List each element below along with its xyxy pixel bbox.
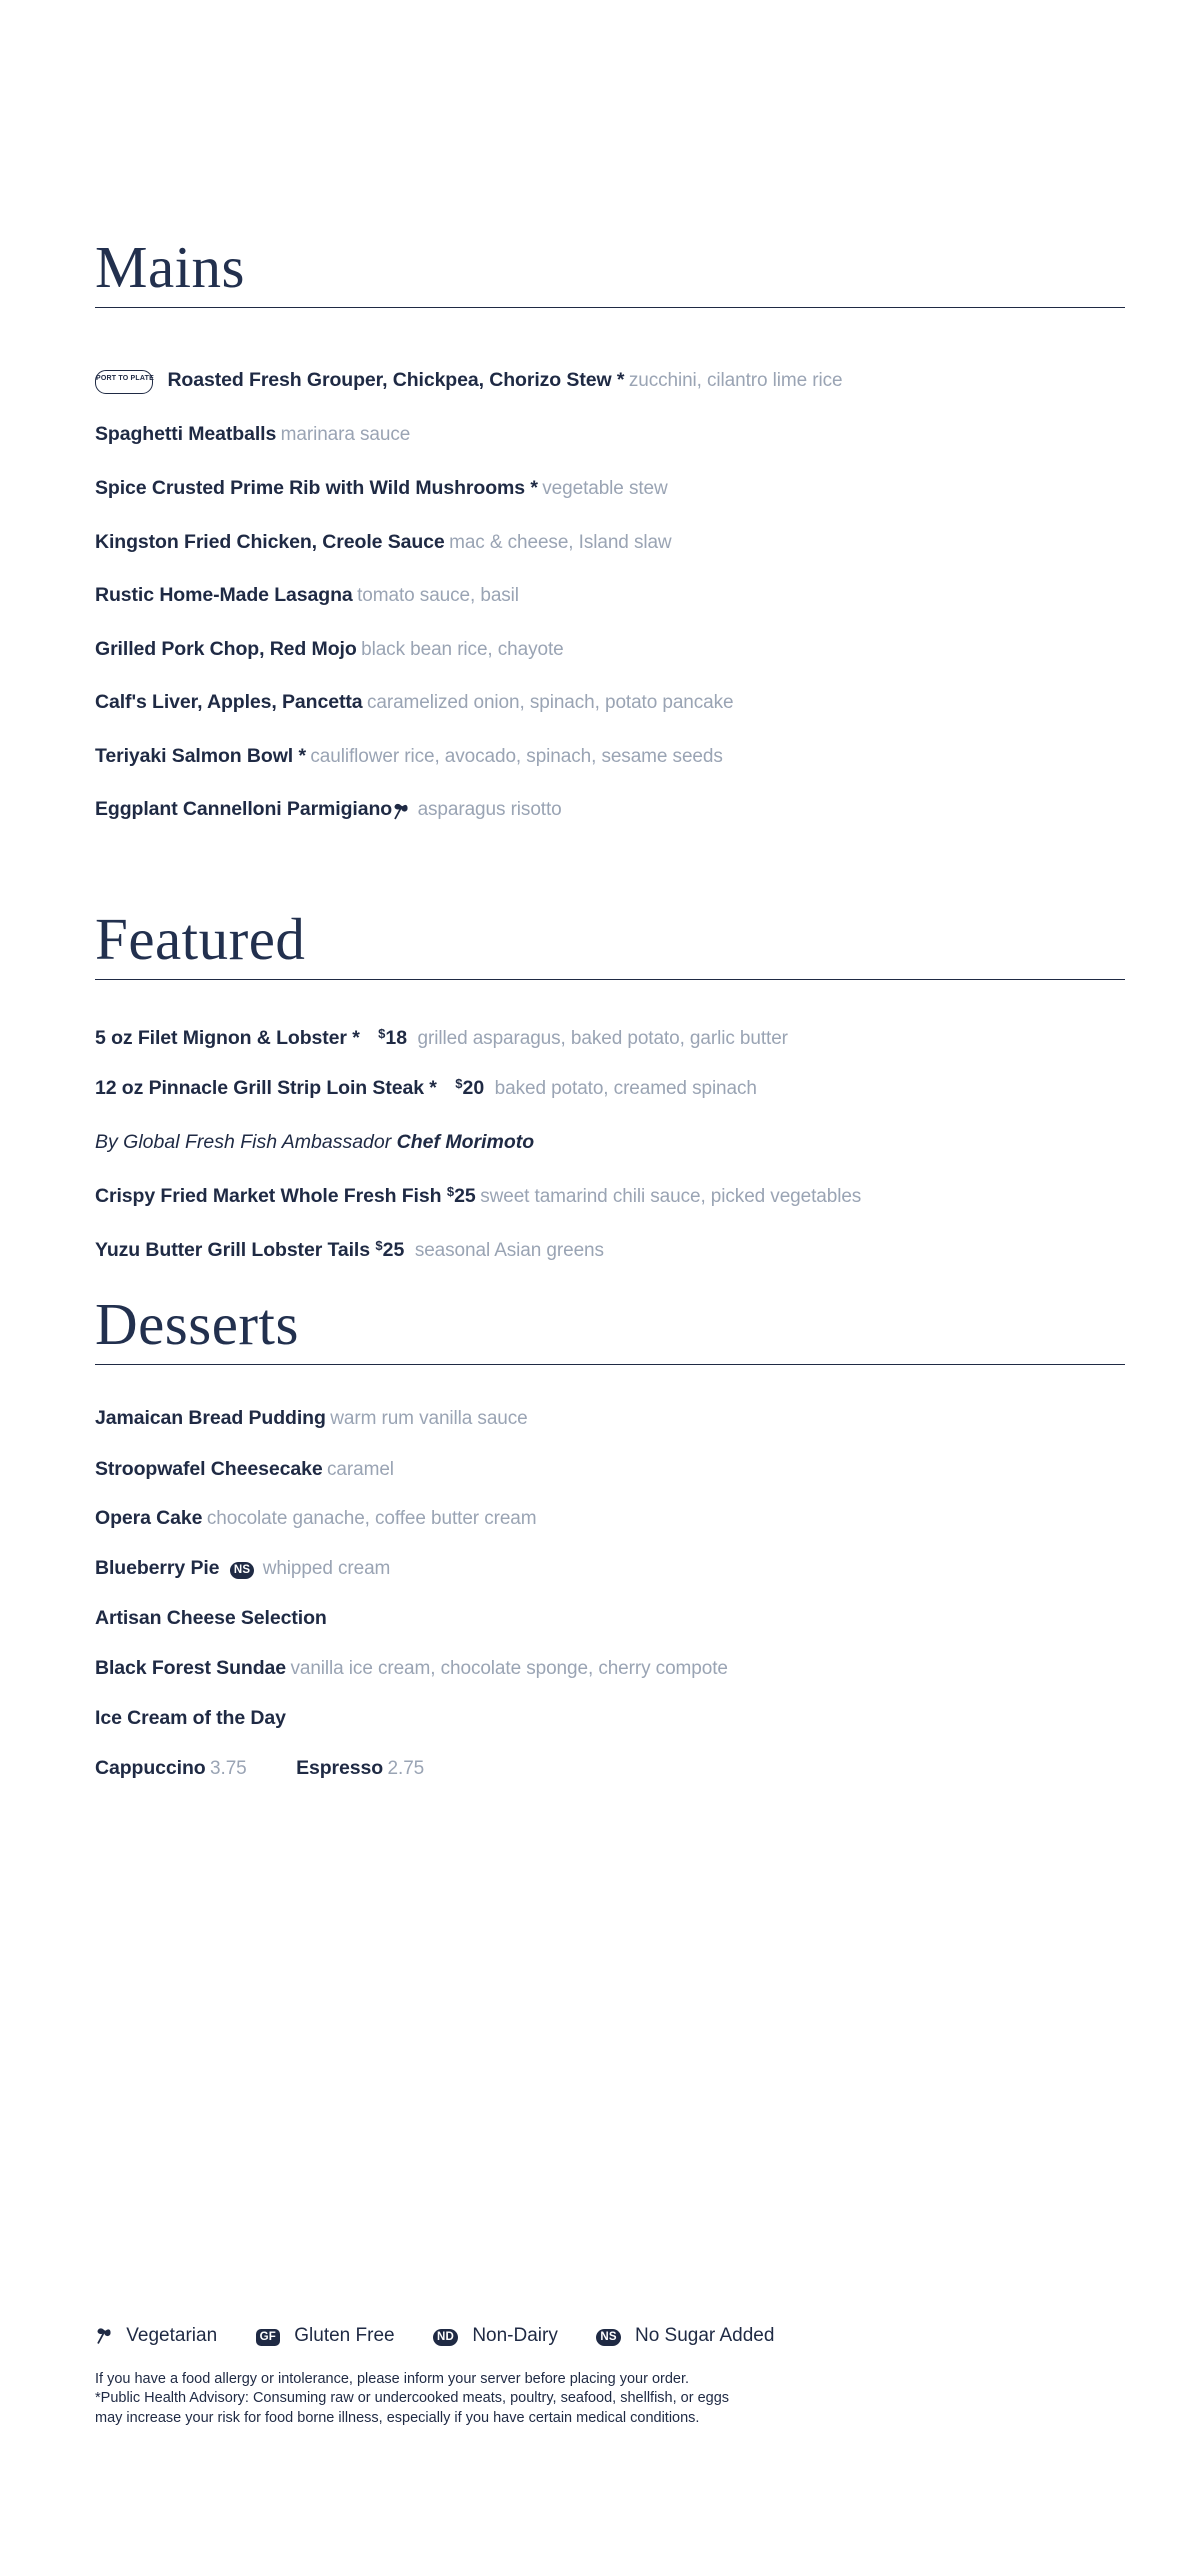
vegetarian-icon: [95, 2324, 112, 2348]
menu-item-row: [95, 479, 1125, 499]
menu-item-row: [95, 1409, 1125, 1429]
item-name: Black Forest Sundae: [95, 1657, 286, 1679]
legend: [95, 2324, 1125, 2348]
item-price: [441, 1185, 475, 1207]
item-description: chocolate ganache, coffee butter cream: [206, 1508, 537, 1529]
item-description: caramel: [327, 1459, 394, 1480]
item-name: Jamaican Bread Pudding: [95, 1407, 326, 1429]
item-price: [378, 1027, 407, 1049]
section-title-featured: Featured: [95, 906, 306, 972]
item-name: Ice Cream of the Day: [95, 1707, 286, 1729]
menu-item-row: [95, 747, 1125, 767]
menu-item-row: [95, 370, 1125, 394]
item-description: warm rum vanilla sauce: [330, 1408, 528, 1429]
item-description: caramelized onion, spinach, potato pancake: [366, 692, 734, 713]
item-name: Spaghetti Meatballs: [95, 423, 277, 445]
raw-item-asterisk: *: [423, 1077, 437, 1099]
section-divider: [95, 979, 1125, 980]
item-description: cauliflower rice, avocado, spinach, sesame seeds: [310, 746, 723, 767]
menu-item-row: [95, 533, 1125, 553]
item-description: vegetable stew: [542, 478, 668, 499]
item-name: Artisan Cheese Selection: [95, 1607, 327, 1629]
section-mains: [95, 234, 1125, 308]
price-value: 25: [454, 1185, 476, 1207]
allergy-notice: If you have a food allergy or intolerance, please inform your server before placing your order.: [95, 2371, 690, 2387]
item-name: Eggplant Cannelloni Parmigiano: [95, 798, 393, 820]
section-divider: [95, 307, 1125, 308]
no-sugar-added-icon: NS: [230, 1562, 254, 1579]
item-description: mac & cheese, Island slaw: [449, 532, 672, 553]
currency-symbol: $: [378, 1026, 386, 1041]
public-health-advisory-line-2: may increase your risk for food borne illness, especially if you have certain medical conditions.: [95, 2409, 700, 2426]
legend-label: Gluten Free: [294, 2324, 395, 2346]
menu-item-row: [95, 586, 1125, 606]
section-divider: [95, 1364, 1125, 1365]
currency-symbol: $: [446, 1184, 455, 1199]
gluten-free-icon: GF: [256, 2329, 280, 2346]
item-description: black bean rice, chayote: [361, 639, 564, 660]
item-description: seasonal Asian greens: [414, 1240, 604, 1261]
raw-item-asterisk: *: [611, 369, 625, 392]
menu-item-row: [95, 1609, 1125, 1629]
port-to-plate-icon-label: PORT TO PLATE: [96, 375, 154, 382]
chef-byline: [95, 1131, 1125, 1154]
legend-item-no-sugar-added: [596, 2325, 774, 2347]
item-name: Rustic Home-Made Lasagna: [95, 584, 353, 606]
item-description: tomato sauce, basil: [357, 585, 519, 606]
menu-item-row: [95, 1509, 1125, 1529]
item-description: asparagus risotto: [417, 799, 562, 820]
menu-item-row: [95, 1559, 1125, 1579]
section-title-mains: Mains: [95, 234, 245, 300]
footnotes: [95, 2370, 1095, 2428]
item-price: [455, 1077, 484, 1099]
menu-item-row: [95, 1460, 1125, 1480]
price-value: 18: [385, 1027, 408, 1049]
item-description: baked potato, creamed spinach: [494, 1078, 757, 1099]
legend-label: Non-Dairy: [472, 2324, 558, 2346]
price-value: 25: [382, 1239, 405, 1261]
item-name: Calf's Liver, Apples, Pancetta: [95, 691, 363, 713]
currency-symbol: $: [455, 1076, 463, 1091]
non-dairy-icon: ND: [433, 2329, 458, 2346]
menu-item-row: [95, 640, 1125, 660]
legend-label: No Sugar Added: [634, 2324, 775, 2346]
item-name: Grilled Pork Chop, Red Mojo: [95, 638, 357, 660]
item-name: Cappuccino: [95, 1757, 206, 1779]
port-to-plate-icon: [95, 370, 153, 394]
section-desserts: [95, 1291, 1125, 1365]
byline-prefix: By Global Fresh Fish Ambassador: [95, 1131, 397, 1153]
menu-item-row: [95, 693, 1125, 713]
menu-item-row: [95, 1077, 1125, 1099]
item-price-secondary: 2.75: [387, 1758, 425, 1779]
legend-item-non-dairy: [433, 2325, 558, 2347]
legend-label: Vegetarian: [126, 2325, 218, 2346]
vegetarian-icon: [392, 800, 409, 821]
item-name: Stroopwafel Cheesecake: [95, 1458, 323, 1480]
item-description: marinara sauce: [280, 424, 411, 445]
item-name: Spice Crusted Prime Rib with Wild Mushrooms: [95, 477, 525, 499]
menu-item-row: [95, 425, 1125, 445]
menu-item-row: [95, 1239, 1125, 1261]
item-name: 5 oz Filet Mignon & Lobster: [95, 1027, 347, 1049]
currency-symbol: $: [375, 1238, 383, 1253]
item-name: Roasted Fresh Grouper, Chickpea, Chorizo Stew: [167, 369, 612, 392]
item-name-secondary: Espresso: [296, 1757, 384, 1779]
public-health-advisory-line-1: *Public Health Advisory: Consuming raw or undercooked meats, poultry, seafood, shellfish, or eggs: [95, 2390, 730, 2407]
item-name: Yuzu Butter Grill Lobster Tails: [95, 1239, 370, 1261]
byline-chef-name: Chef Morimoto: [396, 1131, 535, 1153]
legend-item-vegetarian: [95, 2324, 217, 2348]
item-description: whipped cream: [262, 1558, 391, 1579]
item-description: vanilla ice cream, chocolate sponge, cherry compote: [290, 1658, 728, 1679]
no-sugar-added-icon: NS: [596, 2329, 620, 2346]
item-description: grilled asparagus, baked potato, garlic butter: [417, 1028, 788, 1049]
section-title-desserts: Desserts: [95, 1291, 299, 1357]
item-price: [370, 1239, 404, 1261]
menu-item-row: [95, 800, 1125, 821]
item-name: Opera Cake: [95, 1507, 203, 1529]
raw-item-asterisk: *: [525, 477, 538, 499]
item-description: zucchini, cilantro lime rice: [628, 370, 843, 392]
menu-item-row: [95, 1185, 1125, 1207]
raw-item-asterisk: *: [293, 745, 306, 767]
menu-item-row: [95, 1027, 1125, 1049]
legend-item-gluten-free: [256, 2325, 395, 2347]
section-featured: [95, 906, 1125, 980]
item-description: sweet tamarind chili sauce, picked vegetables: [480, 1186, 862, 1207]
item-name: Kingston Fried Chicken, Creole Sauce: [95, 531, 445, 553]
item-name: Blueberry Pie: [95, 1557, 220, 1579]
item-name: Teriyaki Salmon Bowl: [95, 745, 294, 767]
item-name: Crispy Fried Market Whole Fresh Fish: [95, 1185, 442, 1207]
menu-item-row: [95, 1659, 1125, 1679]
menu-item-row-beverages: [95, 1759, 1125, 1779]
item-price: 3.75: [210, 1758, 247, 1779]
menu-item-row: [95, 1709, 1125, 1729]
item-name: 12 oz Pinnacle Grill Strip Loin Steak: [95, 1077, 424, 1099]
price-value: 20: [462, 1077, 485, 1099]
raw-item-asterisk: *: [346, 1027, 360, 1049]
